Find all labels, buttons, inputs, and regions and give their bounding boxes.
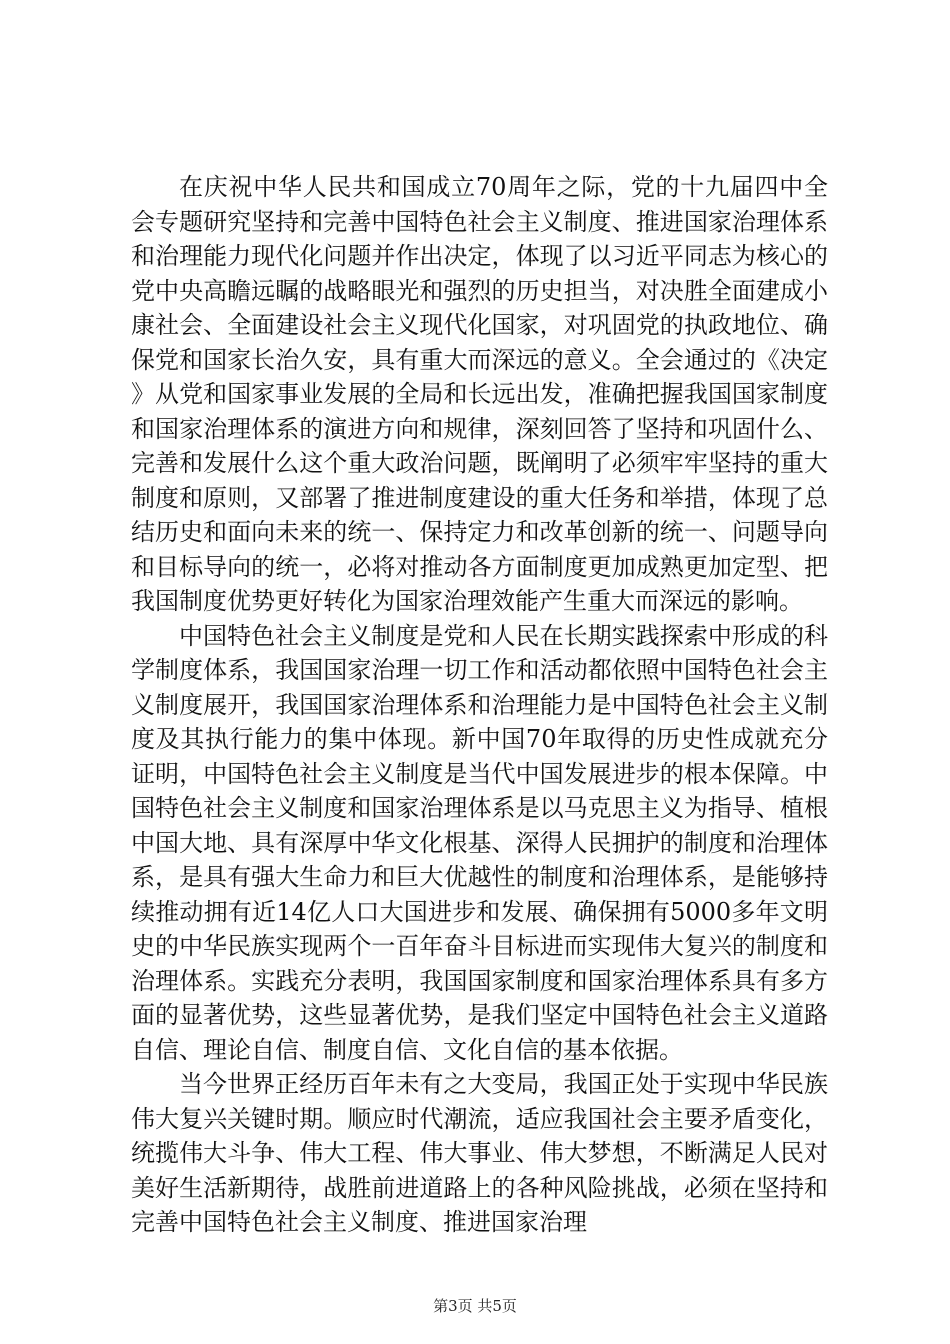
- paragraph-1: 在庆祝中华人民共和国成立70周年之际，党的十九届四中全会专题研究坚持和完善中国特色社会主义制度、推进国家治理体系和治理能力现代化问题并作出决定，体现了以习近平同志为核心的党中央高瞻远瞩的战略眼光和强烈的历史担当，对决胜全面建成小康社会、全面建设社会主义现代化国家，对巩固党的执政地位、确保党和国家长治久安，具有重大而深远的意义。全会通过的《决定》从党和国家事业发展的全局和长远出发，准确把握我国国家制度和国家治理体系的演进方向和规律，深刻回答了坚持和巩固什么、完善和发展什么这个重大政治问题，既阐明了必须牢牢坚持的重大制度和原则，又部署了推进制度建设的重大任务和举措，体现了总结历史和面向未来的统一、保持定力和改革创新的统一、问题导向和目标导向的统一，必将对推动各方面制度更加成熟更加定型、把我国制度优势更好转化为国家治理效能产生重大而深远的影响。: [131, 173, 828, 615]
- page-footer: 第3页 共5页: [433, 1297, 517, 1315]
- document-body: [131, 170, 828, 1240]
- paragraph-3: 当今世界正经历百年未有之大变局，我国正处于实现中华民族伟大复兴关键时期。顺应时代潮流，适应我国社会主要矛盾变化，统揽伟大斗争、伟大工程、伟大事业、伟大梦想，不断满足人民对美好生活新期待，战胜前进道路上的各种风险挑战，必须在坚持和完善中国特色社会主义制度、推进国家治理: [131, 1070, 828, 1236]
- paragraph-2: 中国特色社会主义制度是党和人民在长期实践探索中形成的科学制度体系，我国国家治理一切工作和活动都依照中国特色社会主义制度展开，我国国家治理体系和治理能力是中国特色社会主义制度及其执行能力的集中体现。新中国70年取得的历史性成就充分证明，中国特色社会主义制度是当代中国发展进步的根本保障。中国特色社会主义制度和国家治理体系是以马克思主义为指导、植根中国大地、具有深厚中华文化根基、深得人民拥护的制度和治理体系，是具有强大生命力和巨大优越性的制度和治理体系，是能够持续推动拥有近14亿人口大国进步和发展、确保拥有5000多年文明史的中华民族实现两个一百年奋斗目标进而实现伟大复兴的制度和治理体系。实践充分表明，我国国家制度和国家治理体系具有多方面的显著优势，这些显著优势，是我们坚定中国特色社会主义道路自信、理论自信、制度自信、文化自信的基本依据。: [131, 621, 828, 1064]
